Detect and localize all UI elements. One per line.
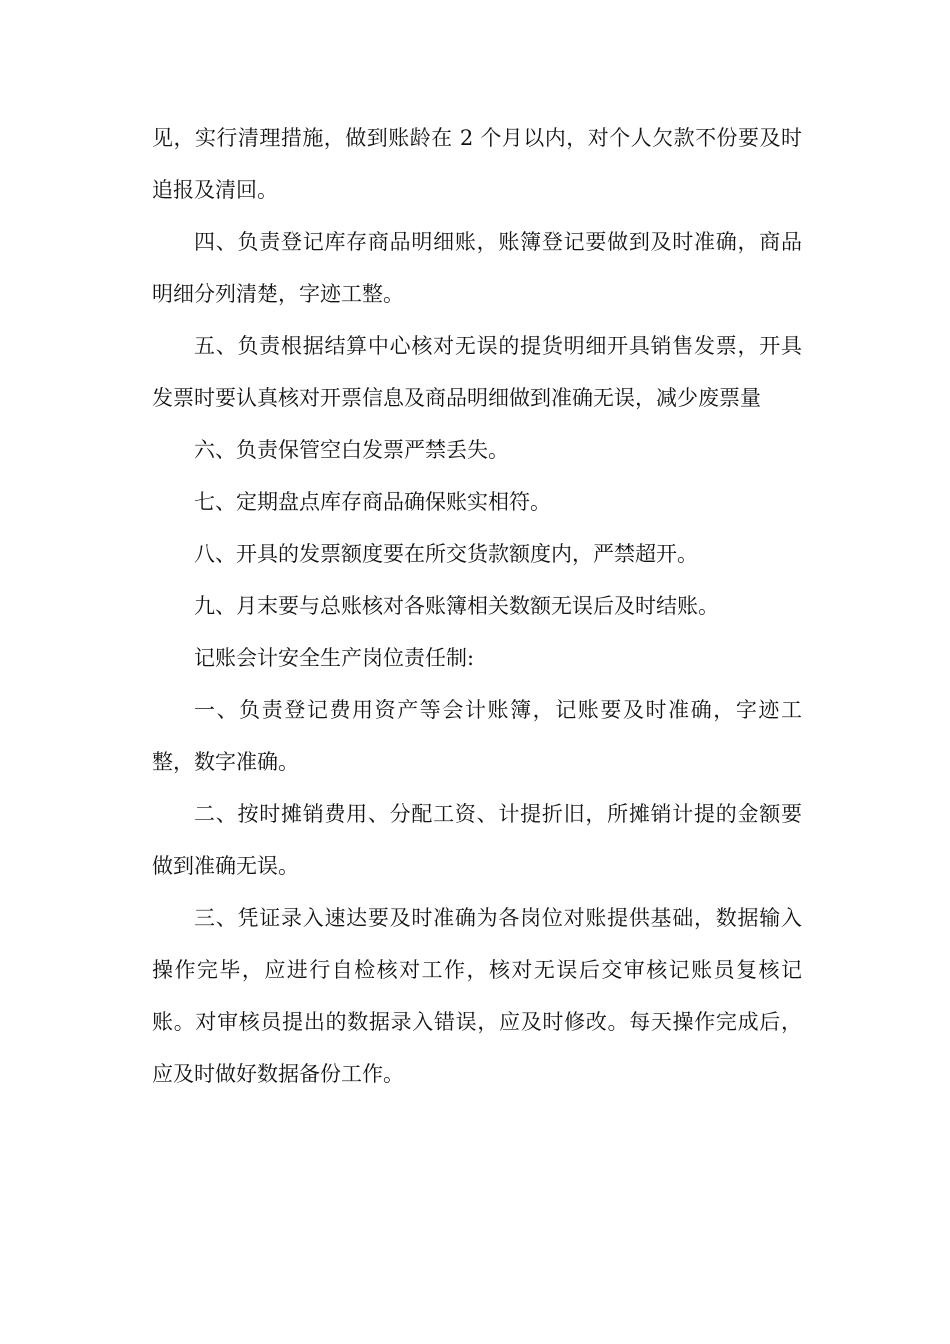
paragraph-item-4: 四、负责登记库存商品明细账，账簿登记要做到及时准确，商品明细分列清楚，字迹工整。: [152, 230, 802, 306]
paragraph-item-1: 一、负责登记费用资产等会计账簿，记账要及时准确，字迹工整，数字准确。: [152, 698, 802, 774]
paragraph-item-7: 七、定期盘点库存商品确保账实相符。: [194, 490, 551, 514]
paragraph-item-2: 二、按时摊销费用、分配工资、计提折旧，所摊销计提的金额要做到准确无误。: [152, 802, 802, 878]
paragraph-item-8: 八、开具的发票额度要在所交货款额度内，严禁超开。: [194, 542, 698, 566]
section-heading: 记账会计安全生产岗位责任制:: [194, 646, 475, 670]
paragraph-continuation: 见，实行清理措施，做到账龄在 2 个月以内，对个人欠款不份要及时追报及清回。: [152, 126, 802, 202]
paragraph-item-6: 六、负责保管空白发票严禁丢失。: [194, 438, 509, 462]
paragraph-item-9: 九、月末要与总账核对各账簿相关数额无误后及时结账。: [194, 594, 719, 618]
paragraph-item-3: 三、凭证录入速达要及时准确为各岗位对账提供基础，数据输入操作完毕，应进行自检核对工作，核对无误后交审核记账员复核记账。对审核员提出的数据录入错误，应及时修改。每天操作完成后，应及时做好数据备份工作。: [152, 906, 802, 1086]
paragraph-item-5: 五、负责根据结算中心核对无误的提货明细开具销售发票，开具发票时要认真核对开票信息及商品明细做到准确无误，减少废票量: [152, 334, 802, 410]
document-body: [152, 112, 802, 1100]
